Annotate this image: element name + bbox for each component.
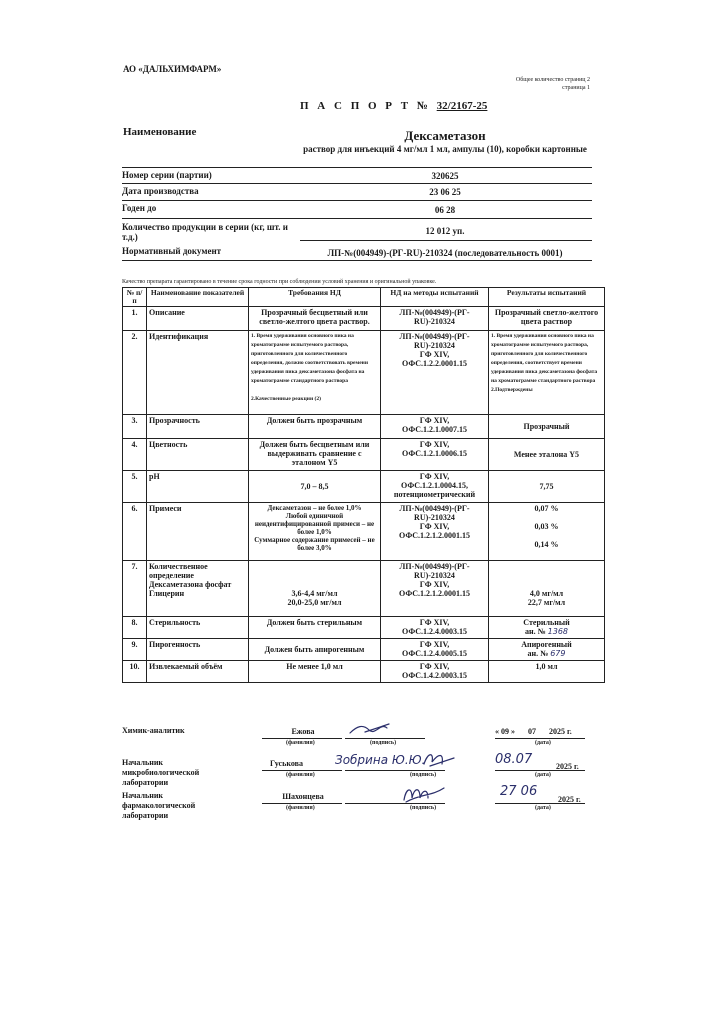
result-text: Апирогенный — [521, 640, 572, 649]
row-result: 0,07 % 0,03 % 0,14 % — [489, 503, 605, 561]
row-name: Идентификация — [147, 331, 249, 415]
sig3-role: Начальник фармакологической лаборатории — [122, 791, 196, 820]
row-result: Прозрачный — [489, 415, 605, 439]
sig1-date-day: « 09 » — [495, 727, 515, 736]
analysis-handwritten: 679 — [550, 649, 566, 658]
sig1-sign-caption: (подпись) — [370, 740, 397, 746]
product-name: Дексаметазон — [404, 128, 486, 143]
company-name: АО «ДАЛЬХИМФАРМ» — [123, 64, 222, 74]
table-header-row — [123, 288, 605, 307]
analysis-handwritten: 1368 — [547, 627, 568, 636]
row-result — [489, 617, 605, 639]
row-name: Пирогенность — [147, 639, 249, 661]
sig2-handwritten-name: Зобрина Ю.Ю. — [335, 753, 426, 767]
row-number: 9. — [123, 639, 147, 661]
row-number: 8. — [123, 617, 147, 639]
title-label: П А С П О Р Т № — [300, 100, 431, 112]
sig1-signature — [345, 718, 405, 738]
sig3-sign-caption: (подпись) — [410, 805, 437, 811]
sig1-date-year: 2025 г. — [549, 727, 572, 736]
row-requirement: Должен быть апирогенным — [249, 639, 381, 661]
row-number: 7. — [123, 561, 147, 617]
document-title — [300, 100, 487, 112]
sig3-handwritten-date: 27 06 — [500, 784, 538, 799]
product-description: раствор для инъекций 4 мг/мл 1 мл, ампулы (10), коробки картонные — [303, 144, 587, 154]
row-name: Извлекаемый объём — [147, 661, 249, 683]
table-row — [123, 331, 605, 415]
pages-current: страница 1 — [562, 85, 590, 91]
sig1-surname-caption: (фамилия) — [286, 740, 315, 746]
table-row — [123, 639, 605, 661]
col-requirements: Требования НД — [249, 288, 381, 307]
sig2-surname: Гуськова — [270, 759, 303, 768]
row-requirement: Должен быть стерильным — [249, 617, 381, 639]
page-count — [504, 76, 590, 92]
row-requirement: Не менее 1,0 мл — [249, 661, 381, 683]
table-row — [123, 307, 605, 331]
quantity-label: Количество продукции в серии (кг, шт. и т.д.) — [122, 222, 288, 242]
col-name: Наименование показателей — [147, 288, 249, 307]
normative-doc-value: ЛП-№(004949)-(РГ-RU)-210324 (последовательность 0001) — [327, 248, 563, 258]
sig1-surname: Ежова — [291, 727, 315, 736]
quantity-value: 12 012 уп. — [425, 226, 465, 236]
analysis-number — [491, 627, 602, 636]
row-result: 7,75 — [489, 471, 605, 503]
analysis-number — [491, 649, 602, 658]
analysis-label: ан. № — [524, 627, 546, 636]
row-name: Прозрачность — [147, 415, 249, 439]
sig3-date-caption: (дата) — [535, 805, 551, 811]
expiry-label: Годен до — [122, 203, 157, 213]
row-method: ЛП-№(004949)-(РГ-RU)-210324 ГФ XIV, ОФС.1.2.1.2.0001.15 — [381, 561, 489, 617]
row-method: ЛП-№(004949)-(РГ-RU)-210324 — [381, 307, 489, 331]
row-name: Примеси — [147, 503, 249, 561]
col-methods: НД на методы испытаний — [381, 288, 489, 307]
sig3-surname-caption: (фамилия) — [286, 805, 315, 811]
row-result: Менее эталона Y5 — [489, 439, 605, 471]
row-method: ГФ XIV, ОФС.1.2.1.0007.15 — [381, 415, 489, 439]
row-result: 4,0 мг/мл 22,7 мг/мл — [489, 561, 605, 617]
row-requirement: 7,0 – 8,5 — [249, 471, 381, 503]
sig1-date-caption: (дата) — [535, 740, 551, 746]
row-method: ГФ XIV, ОФС.1.2.4.0003.15 — [381, 617, 489, 639]
result-text: Стерильный — [523, 618, 570, 627]
row-number: 5. — [123, 471, 147, 503]
sig2-role: Начальник микробиологической лаборатории — [122, 758, 200, 787]
quality-note: Качество препарата гарантировано в течение срока годности при соблюдении условий хранения и оригинальной упаковке. — [122, 279, 437, 285]
sig2-sign-caption: (подпись) — [410, 772, 437, 778]
col-results: Результаты испытаний — [489, 288, 605, 307]
sig3-date-year: 2025 г. — [558, 795, 581, 804]
table-row — [123, 415, 605, 439]
pages-total: Общее количество страниц 2 — [515, 77, 590, 83]
sig1-date — [495, 727, 572, 736]
sig2-date-year: 2025 г. — [556, 762, 579, 771]
table-row — [123, 661, 605, 683]
row-number: 4. — [123, 439, 147, 471]
naim-label: Наименование — [123, 126, 197, 138]
row-result — [489, 639, 605, 661]
sig1-role: Химик-аналитик — [122, 726, 185, 735]
row-method: ГФ XIV, ОФС.1.4.2.0003.15 — [381, 661, 489, 683]
row-result: 1,0 мл — [489, 661, 605, 683]
row-method: ГФ XIV, ОФС.1.2.4.0005.15 — [381, 639, 489, 661]
table-row — [123, 503, 605, 561]
row-name: pH — [147, 471, 249, 503]
table-row — [123, 617, 605, 639]
analysis-label: ан. № — [527, 649, 549, 658]
sig3-surname: Шахонцева — [282, 792, 324, 801]
row-method: ЛП-№(004949)-(РГ-RU)-210324 ГФ XIV, ОФС.1.2.2.0001.15 — [381, 331, 489, 415]
table-row — [123, 471, 605, 503]
results-table — [122, 287, 605, 683]
row-name: Описание — [147, 307, 249, 331]
passport-number: 32/2167-25 — [436, 100, 488, 112]
row-requirement: Прозрачный бесцветный или светло-желтого цвета раствор. — [249, 307, 381, 331]
sig2-handwritten-date: 08.07 — [495, 752, 533, 767]
sig2-date-caption: (дата) — [535, 772, 551, 778]
production-date-value: 23 06 25 — [429, 187, 461, 197]
row-number: 6. — [123, 503, 147, 561]
sig2-surname-caption: (фамилия) — [286, 772, 315, 778]
row-name: Стерильность — [147, 617, 249, 639]
row-method: ГФ XIV, ОФС.1.2.1.0006.15 — [381, 439, 489, 471]
row-requirement: 3,6-4,4 мг/мл 20,0-25,0 мг/мл — [249, 561, 381, 617]
row-number: 1. — [123, 307, 147, 331]
col-number: № п/п — [123, 288, 147, 307]
table-row — [123, 561, 605, 617]
production-date-label: Дата производства — [122, 186, 199, 196]
row-result: Прозрачный светло-желтого цвета раствор — [489, 307, 605, 331]
sig2-signature — [420, 748, 460, 770]
row-method: ЛП-№(004949)-(РГ-RU)-210324 ГФ XIV, ОФС.1.2.1.2.0001.15 — [381, 503, 489, 561]
row-requirement: Должен быть прозрачным — [249, 415, 381, 439]
row-number: 2. — [123, 331, 147, 415]
batch-value: 320625 — [431, 171, 459, 181]
row-requirement: Должен быть бесцветным или выдерживать сравнение с эталоном Y5 — [249, 439, 381, 471]
row-name: Цветность — [147, 439, 249, 471]
row-result: 1. Время удерживания основного пика на хроматограмме испытуемого раствора, приготовленного для количественного определения, соответствует времени удерживания пика дексаметазона фосфата на хроматограмме стандартного раствора 2.Подтверждены — [489, 331, 605, 415]
row-number: 10. — [123, 661, 147, 683]
normative-doc-label: Нормативный документ — [122, 246, 222, 256]
expiry-value: 06 28 — [434, 205, 456, 215]
row-requirement: 1. Время удерживания основного пика на хроматограмме испытуемого раствора, приготовленного для количественного определения, должно соответствовать времени удерживания пика дексаметазона фосфата на хроматограмме стандартного раствора 2.Качественные реакции (2) — [249, 331, 381, 415]
row-name: Количественное определение Дексаметазона фосфат Глицерин — [147, 561, 249, 617]
row-number: 3. — [123, 415, 147, 439]
row-requirement: Дексаметазон – не более 1,0% Любой единичной неидентифицированной примеси – не более 1,0% Суммарное содержание примесей – не более 3,0% — [249, 503, 381, 561]
table-row — [123, 439, 605, 471]
sig1-date-month: 07 — [528, 727, 536, 736]
row-method: ГФ XIV, ОФС.1.2.1.0004.15, потенциометрический — [381, 471, 489, 503]
batch-label: Номер серии (партии) — [122, 170, 212, 180]
